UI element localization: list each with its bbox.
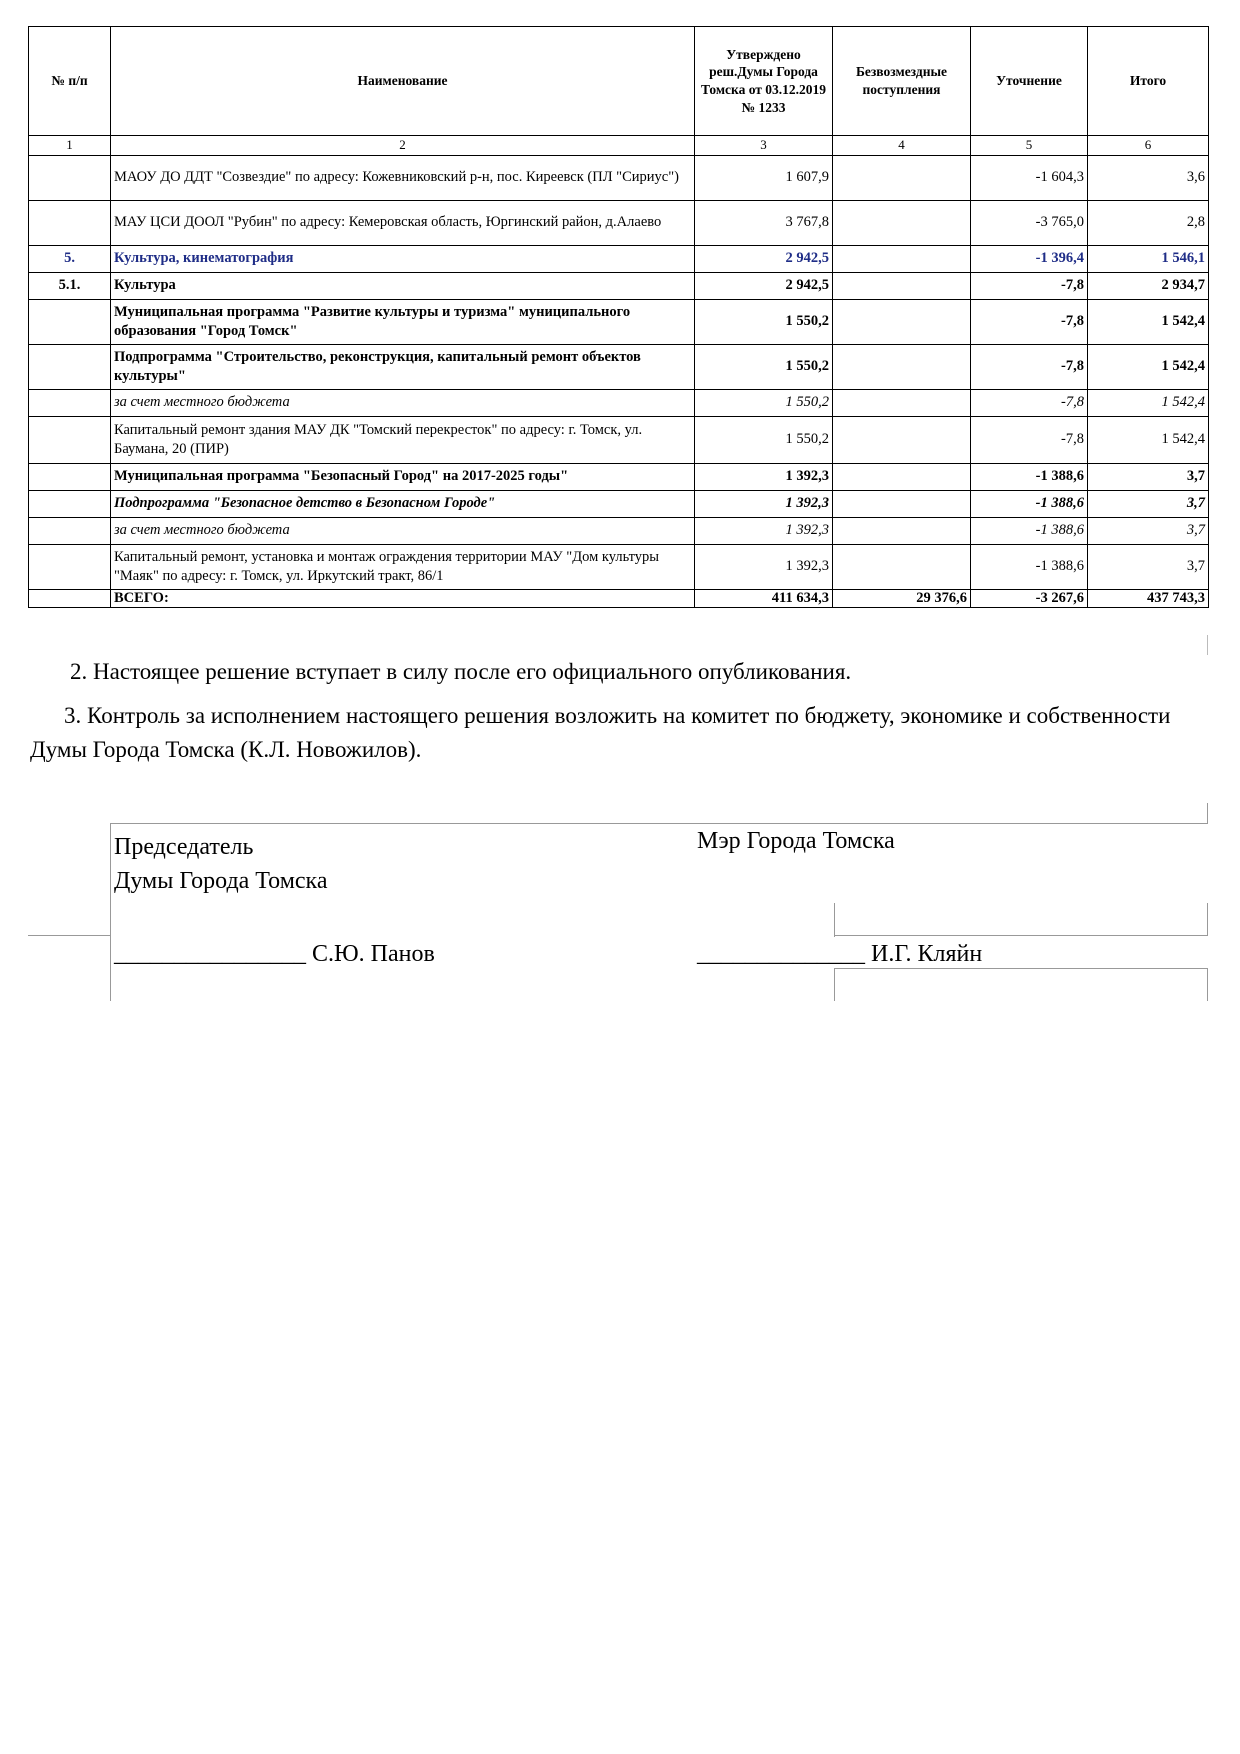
cell-grants: [833, 344, 971, 389]
table-row-source: [29, 389, 1209, 416]
cell-name: за счет местного бюджета: [111, 389, 695, 416]
paragraph-control: 3. Контроль за исполнением настоящего решения возложить на комитет по бюджету, экономике и собственности Думы Города Томска (К.Л. Новожилов).: [30, 703, 1171, 762]
budget-table: [28, 26, 1209, 608]
cell-no: 5.: [29, 245, 111, 272]
table-row: [29, 416, 1209, 463]
cell-clarification: -7,8: [971, 389, 1088, 416]
cell-grants: [833, 245, 971, 272]
cell-no: [29, 155, 111, 200]
cell-grants: [833, 272, 971, 299]
cell-clarification: -1 388,6: [971, 490, 1088, 517]
cell-no: [29, 490, 111, 517]
sig-grid-line: [834, 968, 835, 1001]
header-total: Итого: [1088, 27, 1209, 136]
cell-total: 3,7: [1088, 517, 1209, 544]
table-row-program: [29, 299, 1209, 344]
cell-grants: 29 376,6: [833, 589, 971, 607]
header-clarification: Уточнение: [971, 27, 1088, 136]
cell-no: [29, 517, 111, 544]
cell-name: Подпрограмма "Безопасное детство в Безопасном Городе": [111, 490, 695, 517]
cell-no: 5.1.: [29, 272, 111, 299]
chair-signature-line: ________________ С.Ю. Панов: [114, 941, 435, 967]
header-approved: Утверждено реш.Думы Города Томска от 03.12.2019 № 1233: [695, 27, 833, 136]
col-number: 1: [29, 136, 111, 156]
table-row-subsection: [29, 272, 1209, 299]
cell-clarification: -7,8: [971, 299, 1088, 344]
cell-grants: [833, 200, 971, 245]
cell-total: 1 542,4: [1088, 389, 1209, 416]
col-number: 5: [971, 136, 1088, 156]
sig-grid-line: [834, 935, 1208, 936]
cell-clarification: -1 396,4: [971, 245, 1088, 272]
table-row-section: [29, 245, 1209, 272]
cell-approved: 1 392,3: [695, 490, 833, 517]
cell-no: [29, 544, 111, 589]
mayor-title: Мэр Города Томска: [697, 828, 895, 854]
cell-name: Культура, кинематография: [111, 245, 695, 272]
cell-no: [29, 463, 111, 490]
cell-name: Капитальный ремонт здания МАУ ДК "Томский перекресток" по адресу: г. Томск, ул. Баумана, 20 (ПИР): [111, 416, 695, 463]
col-number: 3: [695, 136, 833, 156]
cell-approved: 1 550,2: [695, 416, 833, 463]
cell-approved: 1 392,3: [695, 544, 833, 589]
sig-grid-line: [28, 935, 111, 936]
cell-name: Культура: [111, 272, 695, 299]
cell-clarification: -1 604,3: [971, 155, 1088, 200]
cell-name: Муниципальная программа "Развитие культуры и туризма" муниципального образования "Город Томск": [111, 299, 695, 344]
cell-clarification: -1 388,6: [971, 517, 1088, 544]
cell-total: 1 542,4: [1088, 344, 1209, 389]
cell-approved: 1 392,3: [695, 517, 833, 544]
cell-approved: 1 392,3: [695, 463, 833, 490]
sig-grid-line: [110, 823, 111, 1001]
cell-clarification: -7,8: [971, 344, 1088, 389]
sig-grid-line: [110, 823, 1208, 824]
paragraph-effective-date: 2. Настоящее решение вступает в силу после его официального опубликования.: [70, 659, 852, 684]
cell-name: МАОУ ДО ДДТ "Созвездие" по адресу: Кожевниковский р-н, пос. Киреевск (ПЛ "Сириус"): [111, 155, 695, 200]
cell-name: Капитальный ремонт, установка и монтаж ограждения территории МАУ "Дом культуры "Маяк" по адресу: г. Томск, ул. Иркутский тракт, 86/1: [111, 544, 695, 589]
cell-name: ВСЕГО:: [111, 589, 695, 607]
header-name: Наименование: [111, 27, 695, 136]
cell-total: 2 934,7: [1088, 272, 1209, 299]
cell-name: Муниципальная программа "Безопасный Город" на 2017-2025 годы": [111, 463, 695, 490]
cell-total: 3,6: [1088, 155, 1209, 200]
sig-grid-line: [1207, 903, 1208, 936]
chair-title-line-2: Думы Города Томска: [114, 868, 328, 894]
cell-total: 2,8: [1088, 200, 1209, 245]
table-row-subprogram: [29, 344, 1209, 389]
col-number: 4: [833, 136, 971, 156]
cell-no: [29, 344, 111, 389]
cell-clarification: -7,8: [971, 272, 1088, 299]
cell-total: 3,7: [1088, 544, 1209, 589]
col-number: 2: [111, 136, 695, 156]
cell-clarification: -1 388,6: [971, 463, 1088, 490]
cell-clarification: -3 765,0: [971, 200, 1088, 245]
table-row-source: [29, 517, 1209, 544]
sig-grid-line: [834, 903, 835, 937]
column-number-row: [29, 136, 1209, 156]
chair-title-line-1: Председатель: [114, 834, 254, 860]
sig-grid-line: [1207, 968, 1208, 1001]
cell-grants: [833, 544, 971, 589]
cell-total: 1 542,4: [1088, 416, 1209, 463]
cell-grants: [833, 389, 971, 416]
cell-total: 1 542,4: [1088, 299, 1209, 344]
cell-approved: 411 634,3: [695, 589, 833, 607]
cell-approved: 1 607,9: [695, 155, 833, 200]
cell-name: за счет местного бюджета: [111, 517, 695, 544]
cell-no: [29, 299, 111, 344]
header-no: № п/п: [29, 27, 111, 136]
cell-total: 437 743,3: [1088, 589, 1209, 607]
cell-grants: [833, 517, 971, 544]
table-row-program: [29, 463, 1209, 490]
cell-total: 3,7: [1088, 490, 1209, 517]
table-edge-stub: [1207, 635, 1208, 655]
table-header-row: [29, 27, 1209, 136]
cell-name: Подпрограмма "Строительство, реконструкция, капитальный ремонт объектов культуры": [111, 344, 695, 389]
cell-clarification: -1 388,6: [971, 544, 1088, 589]
cell-grants: [833, 490, 971, 517]
cell-approved: 1 550,2: [695, 389, 833, 416]
cell-approved: 3 767,8: [695, 200, 833, 245]
header-grants: Безвозмездные поступления: [833, 27, 971, 136]
mayor-signature-line: ______________ И.Г. Кляйн: [697, 941, 983, 967]
cell-no: [29, 416, 111, 463]
table-row-total: [29, 589, 1209, 607]
table-row: [29, 200, 1209, 245]
table-row: [29, 544, 1209, 589]
cell-grants: [833, 416, 971, 463]
table-row-subprogram: [29, 490, 1209, 517]
cell-approved: 1 550,2: [695, 344, 833, 389]
table-row: [29, 155, 1209, 200]
cell-approved: 1 550,2: [695, 299, 833, 344]
cell-name: МАУ ЦСИ ДООЛ "Рубин" по адресу: Кемеровская область, Юргинский район, д.Алаево: [111, 200, 695, 245]
cell-approved: 2 942,5: [695, 272, 833, 299]
cell-clarification: -7,8: [971, 416, 1088, 463]
cell-total: 3,7: [1088, 463, 1209, 490]
cell-approved: 2 942,5: [695, 245, 833, 272]
cell-grants: [833, 155, 971, 200]
cell-no: [29, 389, 111, 416]
cell-no: [29, 589, 111, 607]
col-number: 6: [1088, 136, 1209, 156]
cell-clarification: -3 267,6: [971, 589, 1088, 607]
cell-grants: [833, 299, 971, 344]
cell-total: 1 546,1: [1088, 245, 1209, 272]
sig-grid-line: [1207, 803, 1208, 824]
cell-grants: [833, 463, 971, 490]
cell-no: [29, 200, 111, 245]
